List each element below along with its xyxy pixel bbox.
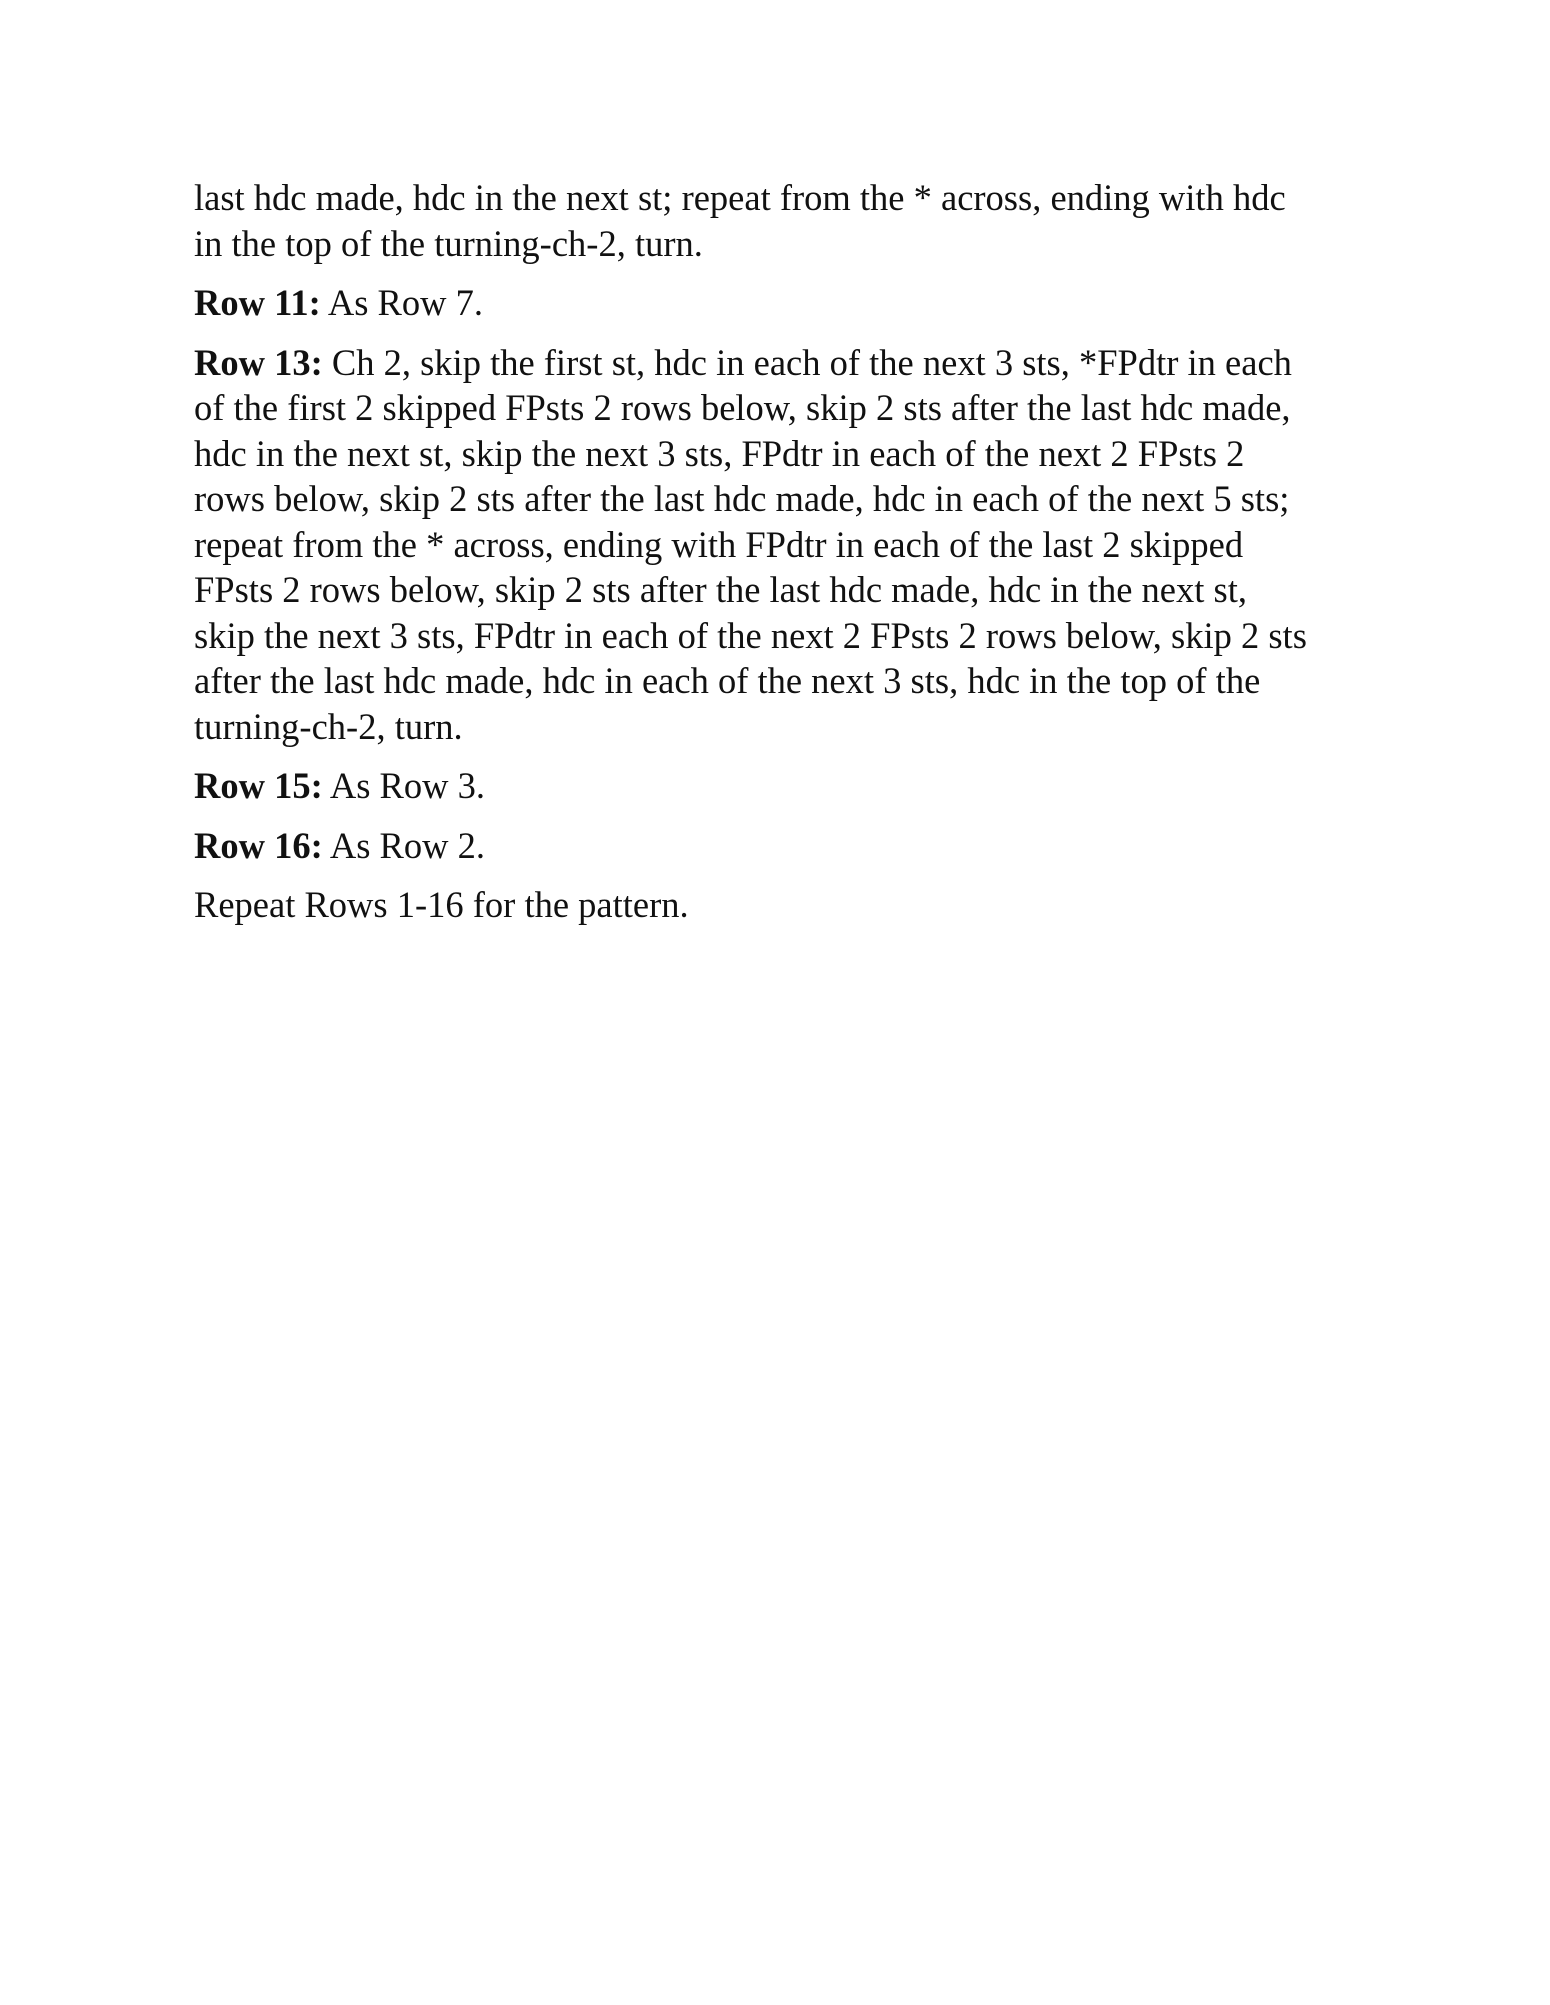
- row-label: Row 15:: [194, 765, 323, 806]
- row-text: As Row 2.: [322, 824, 486, 866]
- row-text: Repeat Rows 1-16 for the pattern.: [194, 884, 689, 925]
- paragraph-row-13: [194, 340, 1374, 750]
- row-label: Row 13:: [194, 341, 323, 383]
- paragraph-continuation: [194, 175, 1374, 266]
- row-label: Row 11:: [194, 282, 321, 323]
- row-text: As Row 3.: [322, 765, 486, 806]
- row-text: last hdc made, hdc in the next st; repeat from the * across, ending with hdc in the top of the turning-ch-2, turn.: [194, 177, 1286, 264]
- paragraph-row-15: [194, 763, 1374, 809]
- row-label: Row 16:: [194, 824, 323, 866]
- pattern-instructions: [194, 175, 1374, 942]
- paragraph-row-11: [194, 280, 1374, 326]
- paragraph-repeat-note: [194, 882, 1374, 928]
- paragraph-row-16: [194, 823, 1374, 869]
- row-text: As Row 7.: [320, 282, 483, 323]
- row-text: Ch 2, skip the first st, hdc in each of the next 3 sts, *FPdtr in each of the first 2 skipped FPsts 2 rows below, skip 2 sts after the last hdc made, hdc in the next st, skip the next 3 sts, FPdtr in each of the next 2 FPsts 2 rows below, skip 2 sts after the last hdc made, hdc in each of the next 5 sts; repeat from the * across, ending with FPdtr in each of the last 2 skipped FPsts 2 rows below, skip 2 sts after the last hdc made, hdc in the next st, skip the next 3 sts, FPdtr in each of the next 2 FPsts 2 rows below, skip 2 sts after the last hdc made, hdc in each of the next 3 sts, hdc in the top of the turning-ch-2, turn.: [194, 341, 1307, 747]
